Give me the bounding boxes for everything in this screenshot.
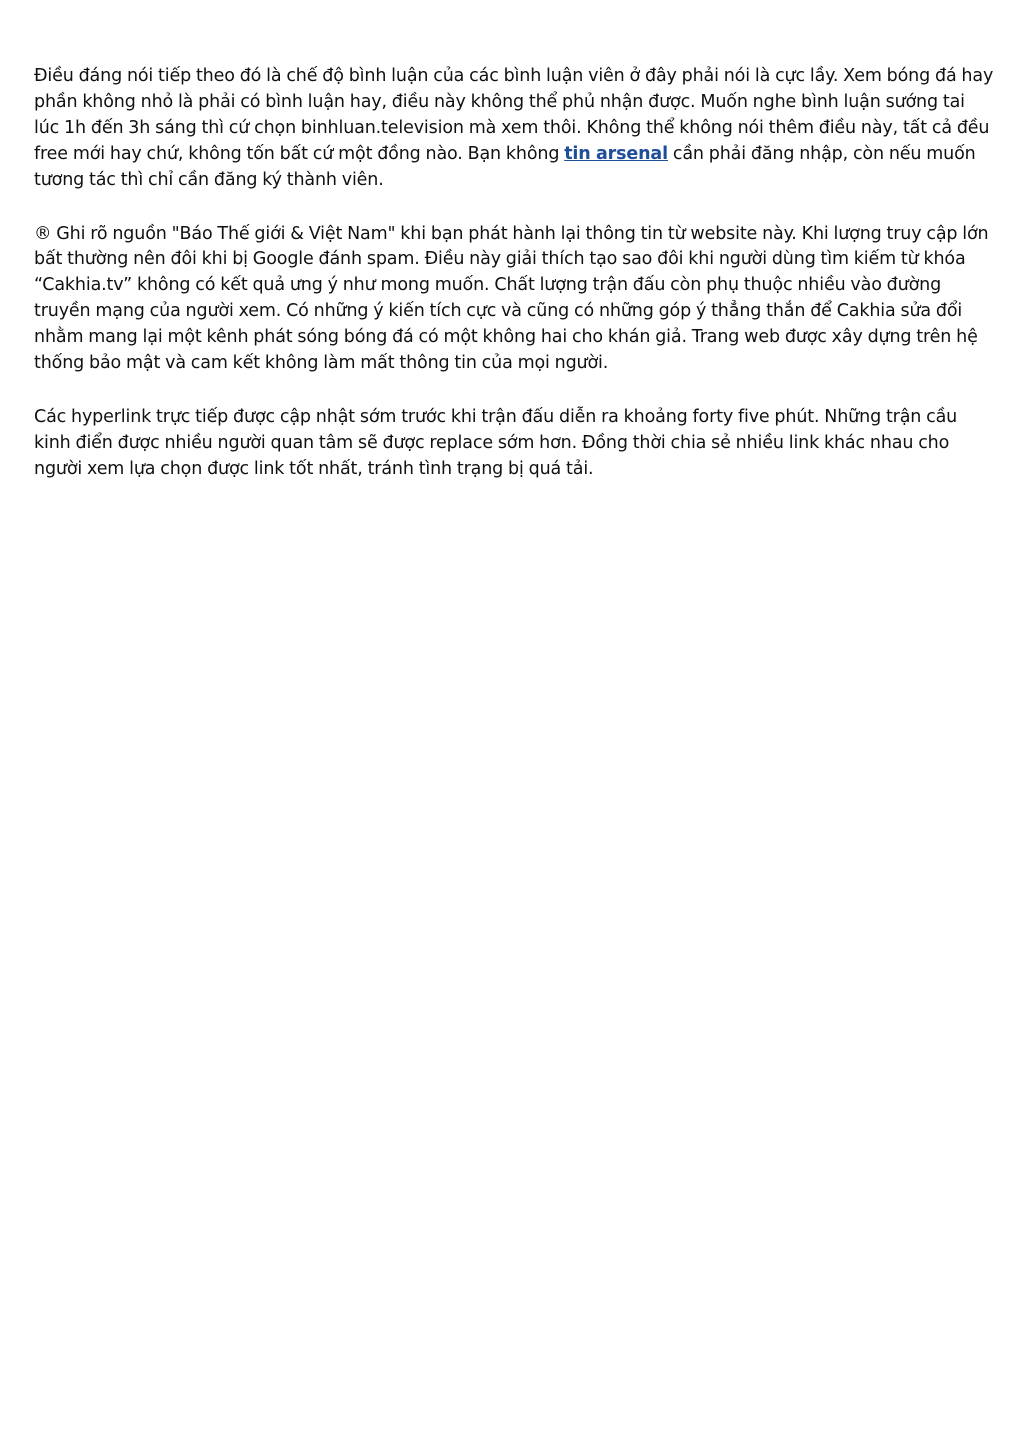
paragraph-hyperlinks: Các hyperlink trực tiếp được cập nhật sớm trước khi trận đấu diễn ra khoảng forty five phút. Những trận cầu kinh điển được nhiều người quan tâm sẽ được replace sớm hơn. Đồng thời chia sẻ nhiều link khác nhau cho người xem lựa chọn được link tốt nhất, tránh tình trạng bị quá tải.: [34, 406, 958, 479]
paragraph-commentary-text-before: Điều đáng nói tiếp theo đó là chế độ bình luận của các bình luận viên ở đây phải nói là cực lầy. Xem bóng đá hay phần không nhỏ là phải có bình luận hay, điều này không thể phủ nhận được. Muốn nghe bình luận sướng tai lúc 1h đến 3h sáng thì cứ chọn binhluan.television mà xem thôi. Không thể không nói thêm điều này, tất cả đều free mới hay chứ, không tốn bất cứ một đồng nào. Bạn không: [34, 66, 994, 164]
document-page: [34, 64, 994, 511]
tin-arsenal-link[interactable]: tin arsenal: [564, 143, 668, 164]
paragraph-commentary: [34, 64, 994, 194]
paragraph-commentary-text-after: cần phải đăng nhập, còn nếu muốn tương tác thì chỉ cần đăng ký thành viên.: [34, 143, 976, 190]
paragraph-source-notice: ® Ghi rõ nguồn "Báo Thế giới & Việt Nam" khi bạn phát hành lại thông tin từ website này. Khi lượng truy cập lớn bất thường nên đôi khi bị Google đánh spam. Điều này giải thích tạo sao đôi khi người dùng tìm kiếm từ khóa “Cakhia.tv” không có kết quả ưng ý như mong muốn. Chất lượng trận đấu còn phụ thuộc nhiều vào đường truyền mạng của người xem. Có những ý kiến tích cực và cũng có những góp ý thẳng thắn để Cakhia sửa đổi nhằm mang lại một kênh phát sóng bóng đá có một không hai cho khán giả. Trang web được xây dựng trên hệ thống bảo mật và cam kết không làm mất thông tin của mọi người.: [34, 223, 989, 374]
